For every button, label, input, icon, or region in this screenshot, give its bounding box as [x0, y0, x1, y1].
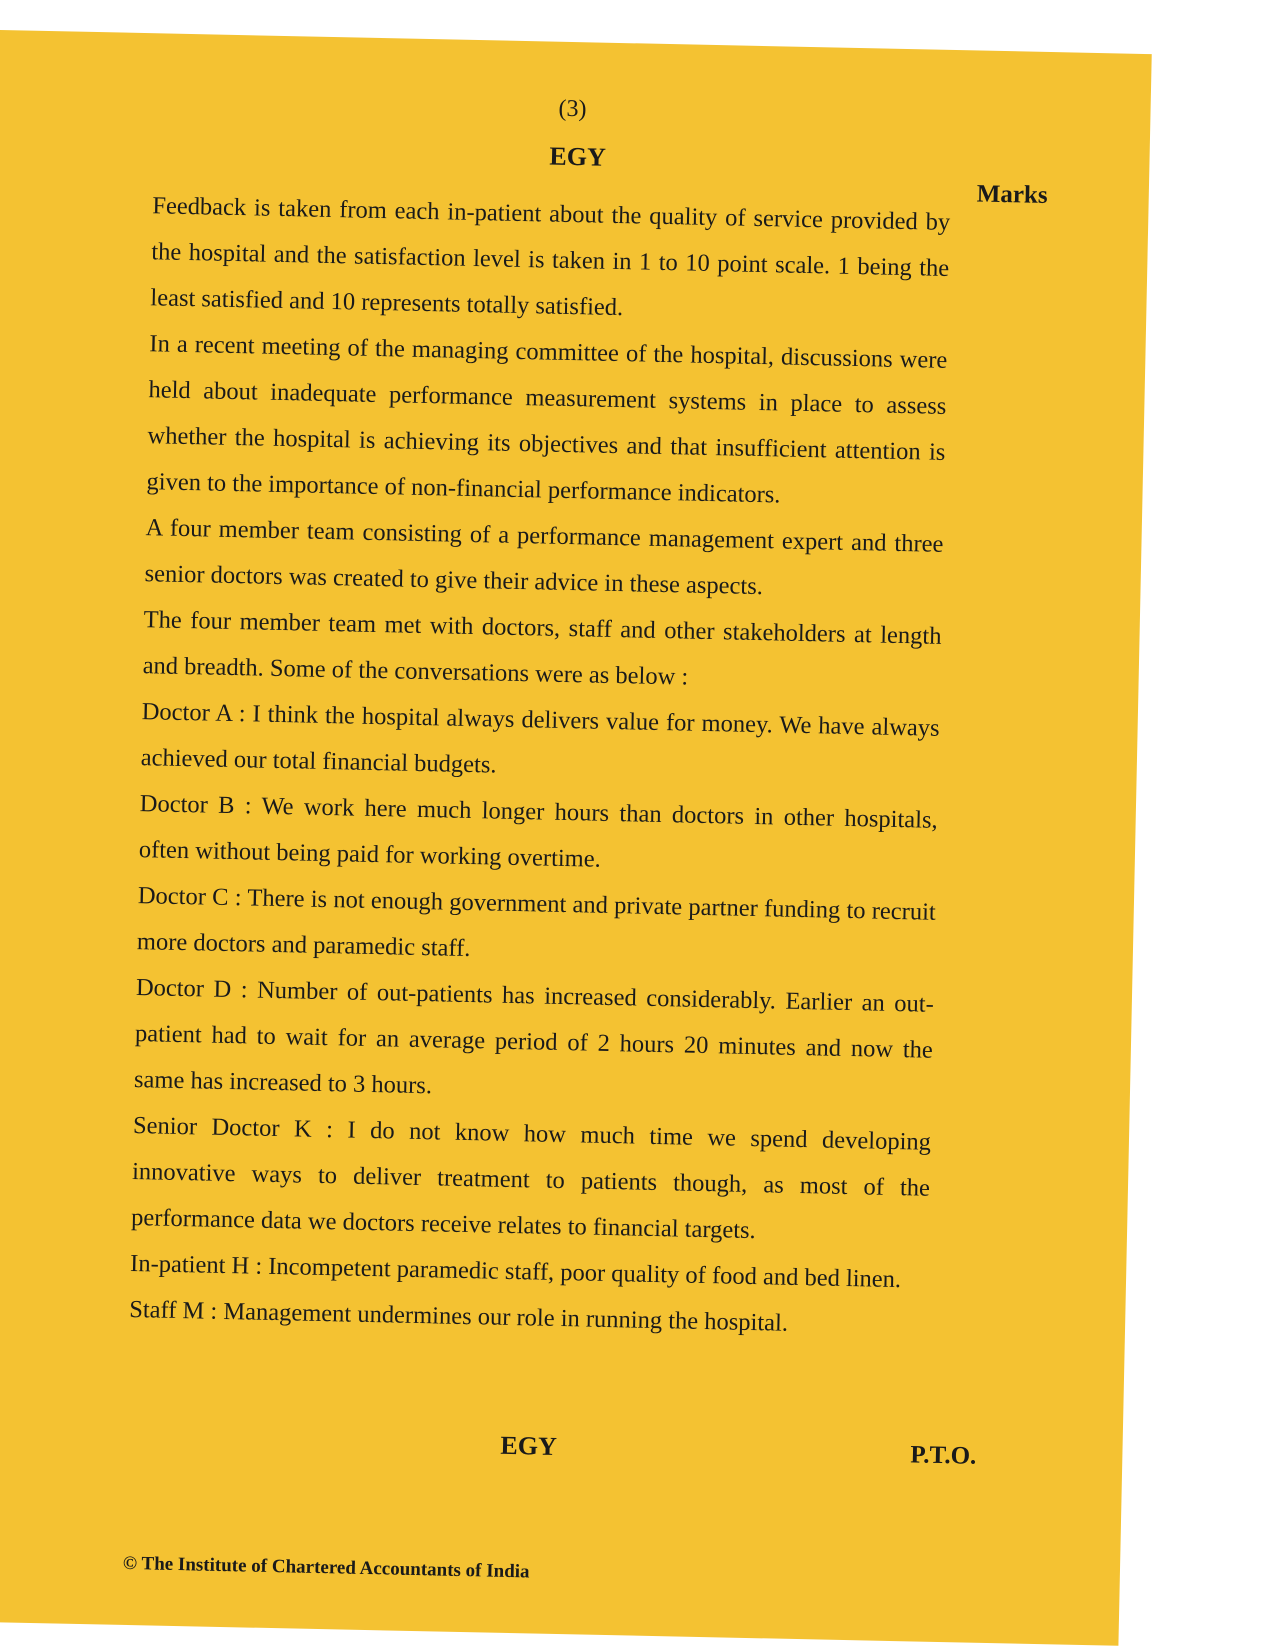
pto-label: P.T.O. — [910, 1441, 977, 1470]
statement-senior-doctor-k: Senior Doctor K : I do not know how much time we spend developing innovative ways to deliver treatment to patients though, as most of the performance data we doctors receive relates to financial targets. — [130, 1112, 932, 1245]
copyright-notice: © The Institute of Chartered Accountants of India — [122, 1552, 530, 1583]
exam-page — [0, 30, 1152, 1646]
paper-code-footer: EGY — [500, 1430, 558, 1461]
question-text — [129, 183, 951, 1349]
paragraph-meeting: In a recent meeting of the managing committee of the hospital, discussions were held about inadequate performance measurement systems in place to assess whether the hospital is achieving its objectives and that insufficient attention is given to the importance of non-financial performance indicators. — [146, 330, 948, 509]
statement-in-patient-h: In-patient H : Incompetent paramedic staff, poor quality of food and bed linen. — [129, 1250, 902, 1294]
paragraph-feedback: Feedback is taken from each in-patient about the quality of service provided by the hospital and the satisfaction level is taken in 1 to 10 point scale. 1 being the least satisfied and 10 represents totally satisfied. — [150, 192, 951, 322]
statement-doctor-c: Doctor C : There is not enough government and private partner funding to recruit more doctors and paramedic staff. — [136, 882, 937, 963]
paper-code-header: EGY — [549, 141, 607, 172]
statement-doctor-d: Doctor D : Number of out-patients has increased considerably. Earlier an out-patient had to wait for an average period of 2 hours 20 minutes and now the same has increased to 3 hours. — [133, 974, 935, 1100]
statement-doctor-a: Doctor A : I think the hospital always delivers value for money. We have always achieved our total financial budgets. — [140, 698, 940, 779]
paragraph-conversations: The four member team met with doctors, staff and other stakeholders at length and breadth. Some of the conversations were as below : — [142, 606, 942, 691]
page-number: (3) — [558, 95, 587, 123]
marks-column-label: Marks — [976, 180, 1048, 209]
statement-staff-m: Staff M : Management undermines our role in running the hospital. — [128, 1295, 789, 1337]
paragraph-team: A four member team consisting of a performance management expert and three senior doctors was created to give their advice in these aspects. — [144, 514, 944, 601]
statement-doctor-b: Doctor B : We work here much longer hours than doctors in other hospitals, often without being paid for working overtime. — [138, 790, 938, 873]
